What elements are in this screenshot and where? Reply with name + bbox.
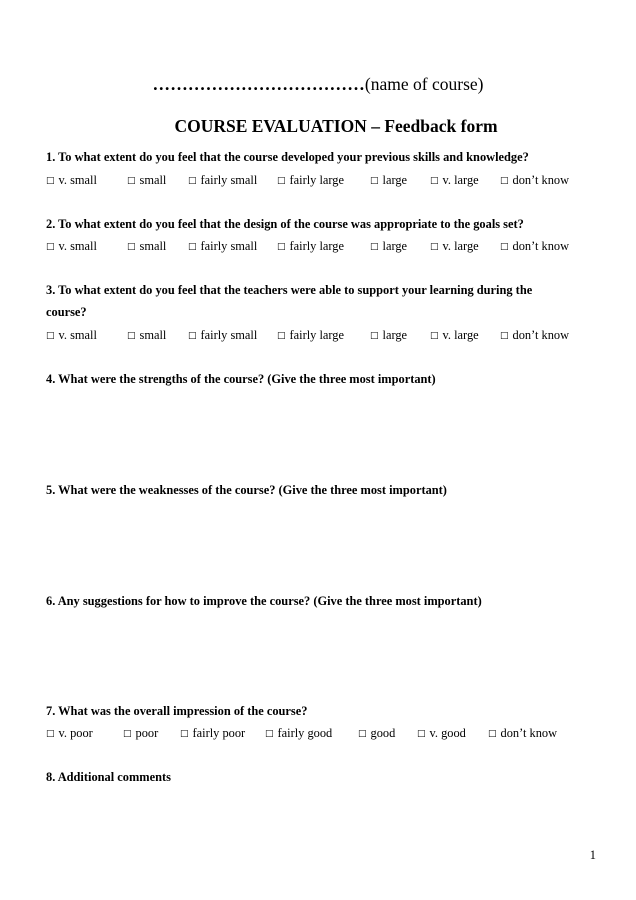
checkbox-icon[interactable]: □ bbox=[188, 242, 197, 252]
q1-option-fairly-small[interactable]: □ fairly small bbox=[188, 173, 258, 187]
q3-option-large[interactable]: □ large bbox=[370, 328, 408, 342]
question-4: 4. What were the strengths of the course? (Give the three most important) bbox=[46, 372, 436, 386]
checkbox-icon[interactable]: □ bbox=[277, 331, 286, 341]
q1-option-dont-know[interactable]: □ don’t know bbox=[500, 173, 570, 187]
checkbox-icon[interactable]: □ bbox=[123, 729, 132, 739]
question-6: 6. Any suggestions for how to improve the course? (Give the three most important) bbox=[46, 594, 482, 608]
q1-option-fairly-large[interactable]: □ fairly large bbox=[277, 173, 344, 187]
question-8-answer-area[interactable] bbox=[46, 792, 606, 842]
checkbox-icon[interactable]: □ bbox=[500, 242, 509, 252]
checkbox-icon[interactable]: □ bbox=[180, 729, 189, 739]
q2-option-v-large[interactable]: □ v. large bbox=[430, 239, 479, 253]
question-7-options bbox=[46, 726, 606, 744]
q1-option-v-small[interactable]: □ v. small bbox=[46, 173, 97, 187]
course-name-label: (name of course) bbox=[364, 74, 484, 94]
checkbox-icon[interactable]: □ bbox=[370, 242, 379, 252]
checkbox-icon[interactable]: □ bbox=[46, 331, 55, 341]
q1-option-large[interactable]: □ large bbox=[370, 173, 408, 187]
q2-option-v-small[interactable]: □ v. small bbox=[46, 239, 97, 253]
question-5-answer-area[interactable] bbox=[46, 505, 606, 585]
q3-option-dont-know[interactable]: □ don’t know bbox=[500, 328, 570, 342]
checkbox-icon[interactable]: □ bbox=[127, 331, 136, 341]
question-8: 8. Additional comments bbox=[46, 770, 171, 784]
checkbox-icon[interactable]: □ bbox=[46, 242, 55, 252]
checkbox-icon[interactable]: □ bbox=[277, 176, 286, 186]
q2-option-large[interactable]: □ large bbox=[370, 239, 408, 253]
question-1-options bbox=[46, 173, 606, 191]
checkbox-icon[interactable]: □ bbox=[500, 331, 509, 341]
question-5: 5. What were the weaknesses of the course? (Give the three most important) bbox=[46, 483, 447, 497]
question-1: 1. To what extent do you feel that the course developed your previous skills and knowledge? bbox=[46, 150, 529, 164]
checkbox-icon[interactable]: □ bbox=[430, 331, 439, 341]
checkbox-icon[interactable]: □ bbox=[370, 176, 379, 186]
q1-option-small[interactable]: □ small bbox=[127, 173, 167, 187]
checkbox-icon[interactable]: □ bbox=[277, 242, 286, 252]
course-name-line bbox=[0, 74, 636, 95]
course-name-blank[interactable]: ……………………………… bbox=[152, 74, 365, 94]
q2-option-fairly-small[interactable]: □ fairly small bbox=[188, 239, 258, 253]
checkbox-icon[interactable]: □ bbox=[430, 242, 439, 252]
question-4-answer-area[interactable] bbox=[46, 394, 606, 474]
q2-option-small[interactable]: □ small bbox=[127, 239, 167, 253]
q3-option-fairly-large[interactable]: □ fairly large bbox=[277, 328, 344, 342]
q7-option-fairly-good[interactable]: □ fairly good bbox=[265, 726, 333, 740]
q2-option-fairly-large[interactable]: □ fairly large bbox=[277, 239, 344, 253]
checkbox-icon[interactable]: □ bbox=[358, 729, 367, 739]
q7-option-v-poor[interactable]: □ v. poor bbox=[46, 726, 93, 740]
q7-option-good[interactable]: □ good bbox=[358, 726, 396, 740]
checkbox-icon[interactable]: □ bbox=[370, 331, 379, 341]
question-6-answer-area[interactable] bbox=[46, 616, 606, 696]
q7-option-fairly-poor[interactable]: □ fairly poor bbox=[180, 726, 246, 740]
checkbox-icon[interactable]: □ bbox=[188, 331, 197, 341]
checkbox-icon[interactable]: □ bbox=[127, 176, 136, 186]
checkbox-icon[interactable]: □ bbox=[500, 176, 509, 186]
checkbox-icon[interactable]: □ bbox=[488, 729, 497, 739]
q3-option-fairly-small[interactable]: □ fairly small bbox=[188, 328, 258, 342]
q2-option-dont-know[interactable]: □ don’t know bbox=[500, 239, 570, 253]
checkbox-icon[interactable]: □ bbox=[265, 729, 274, 739]
form-title: COURSE EVALUATION – Feedback form bbox=[174, 116, 498, 136]
question-3: 3. To what extent do you feel that the teachers were able to support your learning during the course? bbox=[46, 283, 533, 319]
page-number: 1 bbox=[589, 848, 596, 862]
q7-option-v-good[interactable]: □ v. good bbox=[417, 726, 466, 740]
checkbox-icon[interactable]: □ bbox=[188, 176, 197, 186]
q3-option-v-small[interactable]: □ v. small bbox=[46, 328, 97, 342]
q7-option-poor[interactable]: □ poor bbox=[123, 726, 159, 740]
checkbox-icon[interactable]: □ bbox=[46, 176, 55, 186]
q3-option-small[interactable]: □ small bbox=[127, 328, 167, 342]
q1-option-v-large[interactable]: □ v. large bbox=[430, 173, 479, 187]
q7-option-dont-know[interactable]: □ don’t know bbox=[488, 726, 558, 740]
checkbox-icon[interactable]: □ bbox=[417, 729, 426, 739]
question-3-options bbox=[46, 328, 606, 346]
question-7: 7. What was the overall impression of the course? bbox=[46, 704, 308, 718]
checkbox-icon[interactable]: □ bbox=[430, 176, 439, 186]
question-2: 2. To what extent do you feel that the design of the course was appropriate to the goals set? bbox=[46, 217, 524, 231]
q3-option-v-large[interactable]: □ v. large bbox=[430, 328, 479, 342]
checkbox-icon[interactable]: □ bbox=[127, 242, 136, 252]
checkbox-icon[interactable]: □ bbox=[46, 729, 55, 739]
question-2-options bbox=[46, 239, 606, 257]
